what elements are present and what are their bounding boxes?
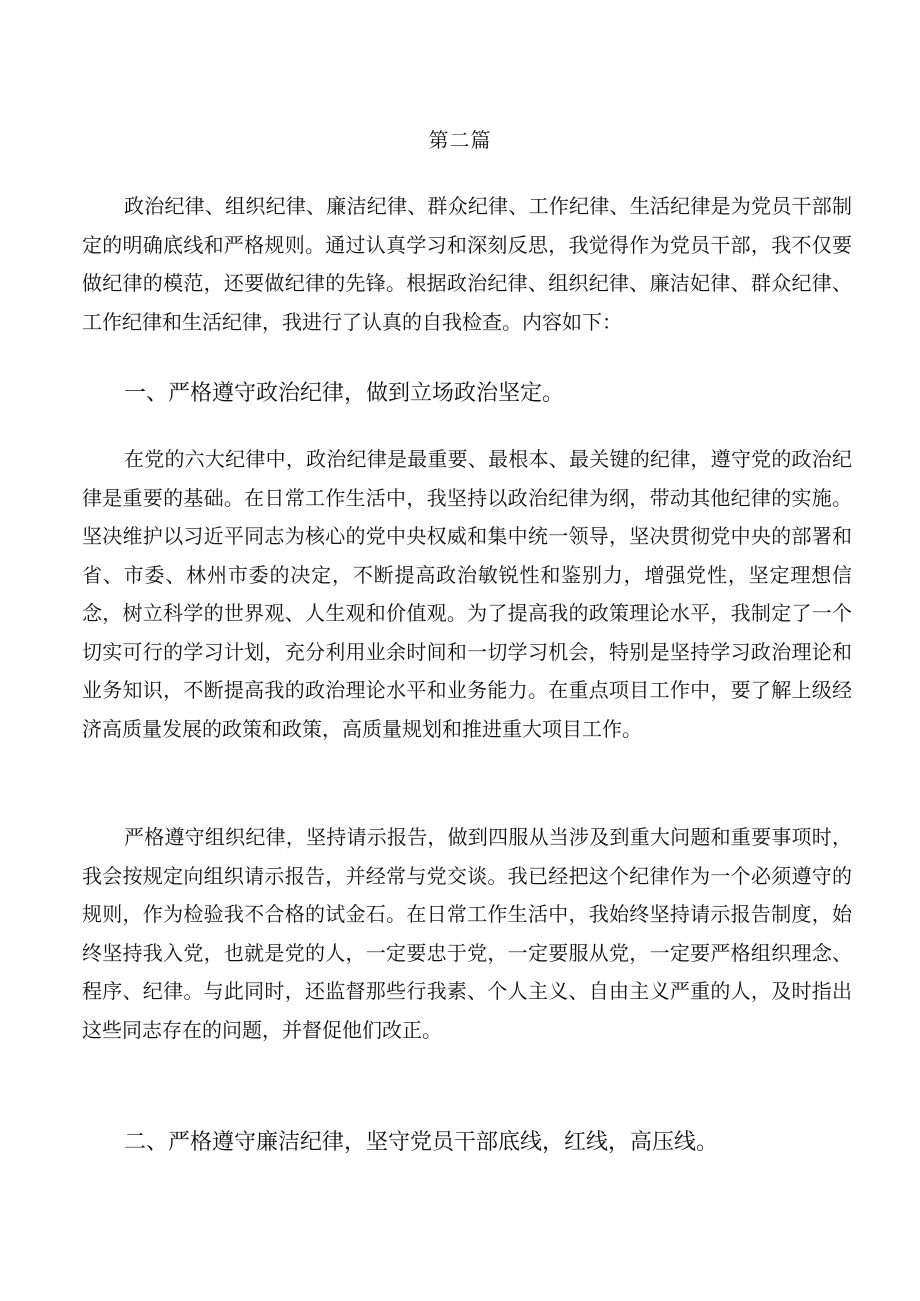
document-title: 第二篇 (428, 128, 492, 152)
organization-discipline-paragraph: 严格遵守组织纪律，坚持请示报告，做到四服从当涉及到重大问题和重要事项时，我会按规定向组织请示报告，并经常与党交谈。我已经把这个纪律作为一个必须遵守的规则，作为检验我不合格的试金石。在日常工作生活中，我始终坚持请示报告制度，始终坚持我入党，也就是党的人，一定要忠于党，一定要服从党，一定要严格组织理念、程序、纪律。与此同时，还监督那些行我素、个人主义、自由主义严重的人，及时指出这些同志存在的问题，并督促他们改正。 (82, 825, 852, 1042)
section-heading-integrity: 二、严格遵守廉洁纪律，坚守党员干部底线，红线，高压线。 (124, 1130, 719, 1155)
intro-paragraph: 政治纪律、组织纪律、廉洁纪律、群众纪律、工作纪律、生活纪律是为党员干部制定的明确底线和严格规则。通过认真学习和深刻反思，我觉得作为党员干部，我不仅要做纪律的模范，还要做纪律的先锋。根据政治纪律、组织纪律、廉洁妃律、群众纪律、工作纪律和生活纪律，我进行了认真的自我检查。内容如下： (82, 194, 852, 334)
political-discipline-paragraph: 在党的六大纪律中，政治纪律是最重要、最根本、最关键的纪律，遵守党的政治纪律是重要的基础。在日常工作生活中，我坚持以政治纪律为纲，带动其他纪律的实施。坚决维护以习近平同志为核心的党中央权威和集中统一领导，坚决贯彻党中央的部署和省、市委、林州市委的决定，不断提高政治敏锐性和鉴别力，增强党性，坚定理想信念，树立科学的世界观、人生观和价值观。为了提高我的政策理论水平，我制定了一个切实可行的学习计划，充分利用业余时间和一切学习机会，特别是坚持学习政治理论和业务知识，不断提高我的政治理论水平和业务能力。在重点项目工作中，要了解上级经济高质量发展的政策和政策，高质量规划和推进重大项目工作。 (82, 447, 852, 741)
section-heading-political: 一、严格遵守政治纪律，做到立场政治坚定。 (124, 381, 565, 406)
